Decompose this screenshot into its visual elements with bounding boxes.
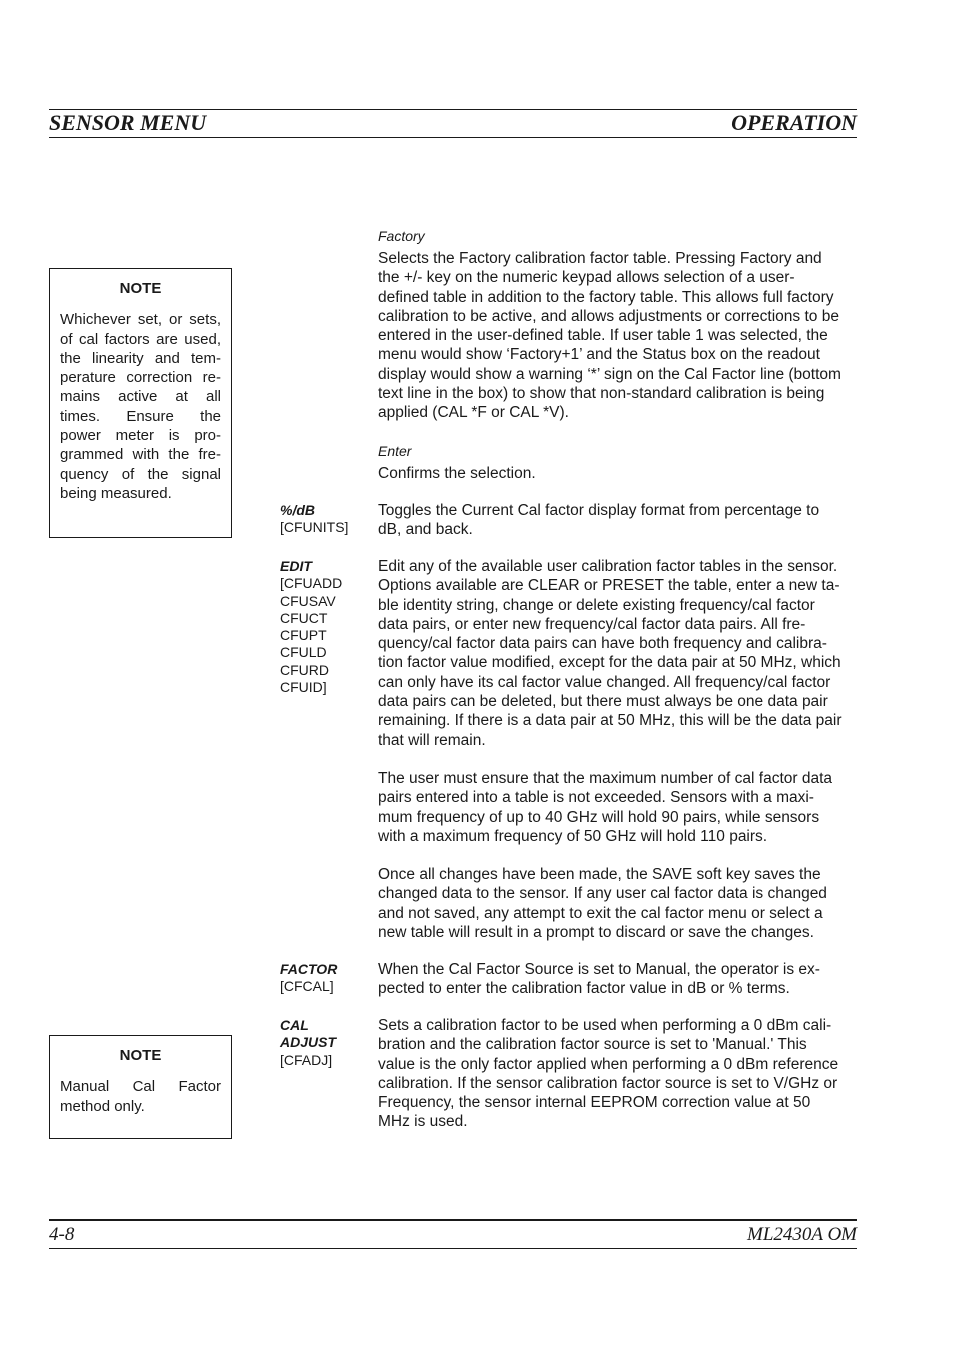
note-body: Whichever set, or sets, of cal factors are used, the linearity and tem-perature correction re-mains active at all times. Ensure the power meter is pro-grammed with the fre-quency of the signal being measured. [60,311,221,502]
pct-db-key-label: %/dB [280,502,315,518]
footer-top-rule [49,1219,857,1221]
edit-description-2: The user must ensure that the maximum number of cal factor data pairs entered into a table is not exceeded. Sensors with a maxi- mum frequency of up to 40 GHz will hold 90 pairs, while sensors with a maximum frequency of 50 GHz will hold 110 pairs. [378,770,833,845]
pct-db-commands: [CFUNITS] [280,519,349,536]
page-number: 4-8 [49,1224,75,1245]
note-title: NOTE [119,1047,162,1064]
factor-key-label: FACTOR [280,961,338,977]
factor-key [280,961,370,996]
cal-adjust-description: Sets a calibration factor to be used when performing a 0 dBm cali- bration and the calibration factor source is set to 'Manual.' This value is the only factor applied when performing a 0 dBm reference calibration. If the sensor calibration factor source is set to V/GHz or Frequency, the sensor internal EEPROM correction value at 50 MHz is used. [378,1017,839,1131]
factor-description: When the Cal Factor Source is set to Manual, the operator is ex- pected to enter the calibration factor value in dB or % terms. [378,961,820,998]
section-title: SENSOR MENU [49,110,207,135]
edit-description-3: Once all changes have been made, the SAVE soft key saves the changed data to the sensor. If any user cal factor data is changed and not saved, any attempt to exit the cal factor menu or select a new table will result in a prompt to discard or save the changes. [378,866,827,941]
note-title: NOTE [119,280,162,297]
cal-adjust-key [280,1017,370,1069]
cal-adjust-key-label: CAL ADJUST [280,1017,337,1051]
pct-db-key [280,502,370,537]
note-box-linearity [49,268,232,538]
footer-bottom-rule [49,1248,857,1249]
edit-key-label: EDIT [280,558,312,574]
enter-heading: Enter [378,443,412,459]
cal-adjust-commands: [CFADJ] [280,1051,333,1068]
edit-key [280,558,370,696]
pct-db-description: Toggles the Current Cal factor display format from percentage to dB, and back. [378,502,820,539]
chapter-title: OPERATION [731,110,857,135]
factory-description: Selects the Factory calibration factor table. Pressing Factory and the +/- key on the numeric keypad allows selection of a user- defined table in addition to the factory table. This allows full factory calibration to be active, and allows adjustments or corrections to be entered in the user-defined table. If user table 1 was selected, the menu would show ‘Factory+1’ and the Status box on the readout display would show a warning ‘*’ sign on the Cal Factor line (bottom text line in the box) to show that non-standard calibration is being applied (CAL *F or CAL *V). [378,250,841,422]
enter-description: Confirms the selection. [378,465,536,482]
factory-heading: Factory [378,228,425,244]
header-bottom-rule [49,137,857,138]
note-box-manual [49,1035,232,1139]
factor-commands: [CFCAL] [280,978,334,995]
note-body: Manual Cal Factor method only. [60,1078,221,1115]
document-id: ML2430A OM [747,1224,857,1245]
edit-description-1: Edit any of the available user calibration factor tables in the sensor. Options available are CLEAR or PRESET the table, enter a new ta- ble identity string, change or delete existing frequency/cal factor data pairs, or enter new frequency/cal factor data pairs. All fre- quency/cal factor data pairs can have both frequency and calibra- tion factor value modified, except for the data pair at 50 MHz, which can only have its cal factor value changed. All frequency/cal factor data pairs can be deleted, but there must always be one data pair remaining. If there is a data pair at 50 MHz, this will be the data pair that will remain. [378,558,842,749]
edit-commands: [CFUADD CFUSAV CFUCT CFUPT CFULD CFURD CFUID] [280,575,343,696]
